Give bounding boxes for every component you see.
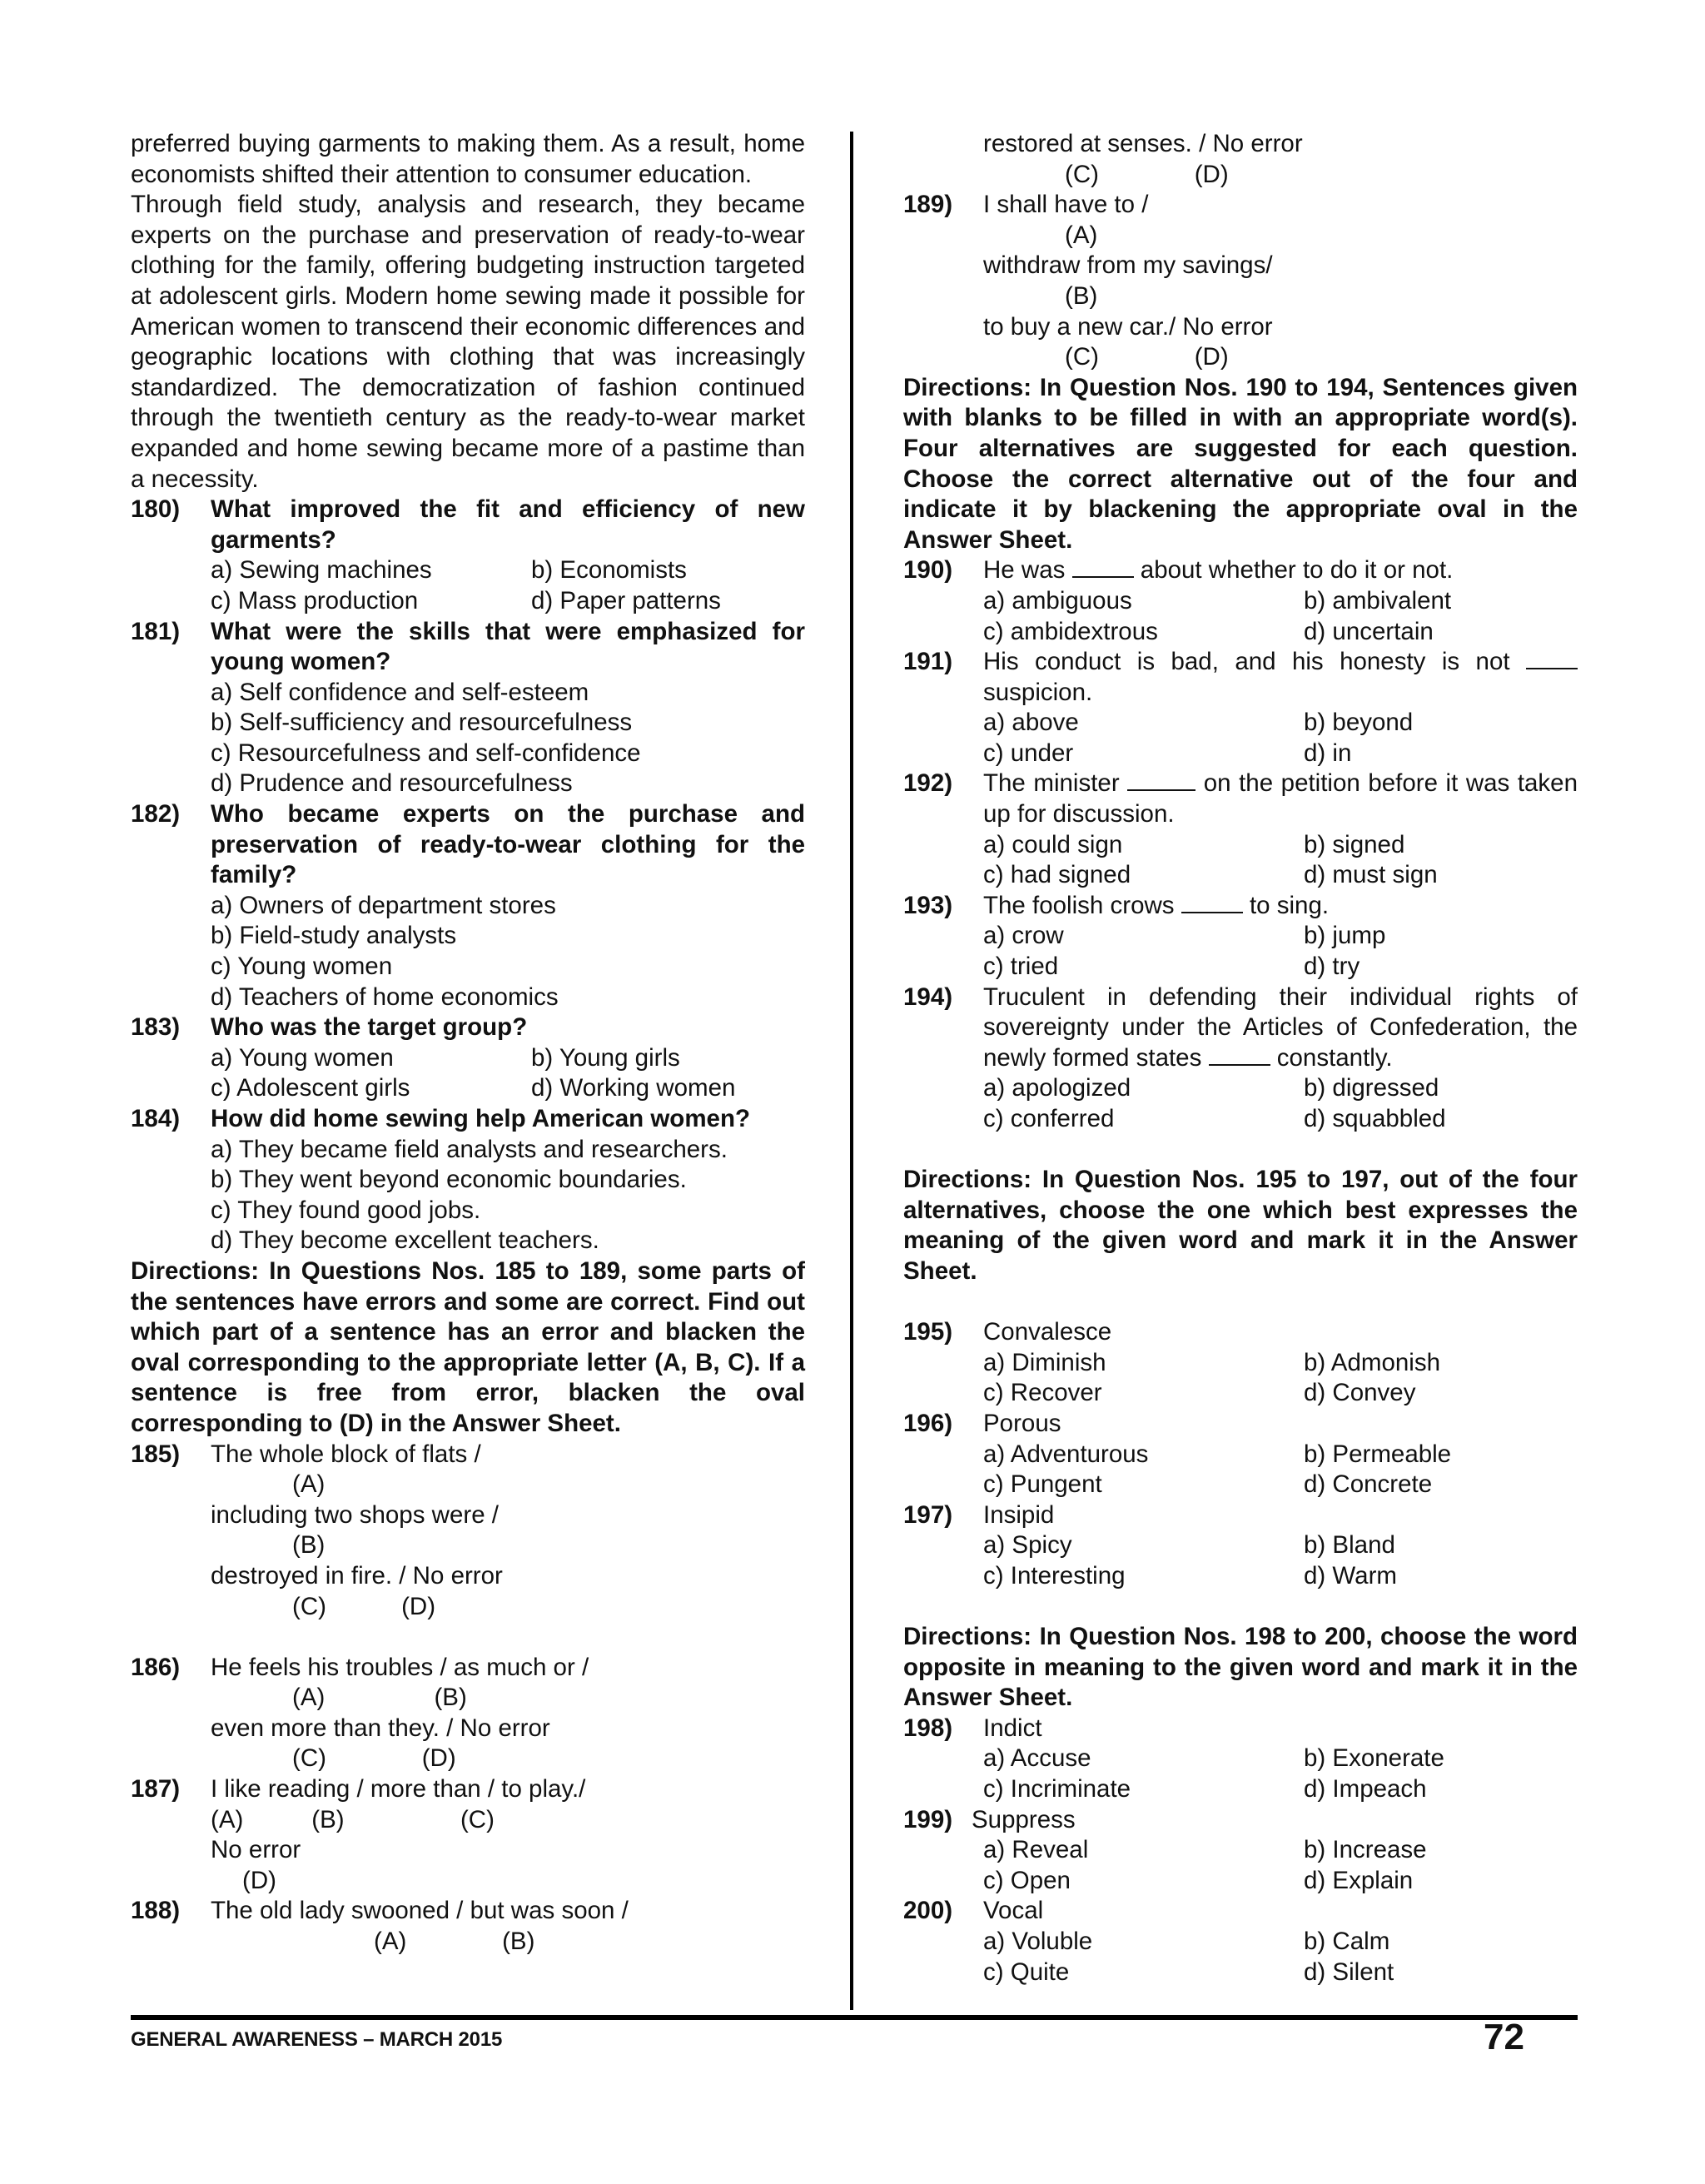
options: [983, 1927, 1578, 1987]
right-column: [903, 129, 1578, 1987]
question-text-post: constantly.: [1276, 1043, 1393, 1072]
option-a: a) Sewing machines: [211, 556, 432, 585]
option-d: d) squabbled: [1304, 1105, 1446, 1132]
option-c: c) conferred: [983, 1105, 1115, 1132]
option-a: a) They became field analysts and researchers.: [211, 1135, 728, 1163]
option-a: a) Young women: [211, 1043, 394, 1072]
answer-blank: [1526, 648, 1578, 669]
given-word: Convalesce: [983, 1318, 1112, 1346]
question-181: [131, 617, 805, 800]
passage-paragraph-1: preferred buying garments to making them. As a result, home economists shifted their attention to consumer education.: [131, 130, 805, 188]
option-c: c) Resourcefulness and self-confidence: [211, 739, 641, 767]
question-195: [903, 1317, 1578, 1409]
segment-letters: (A) (B): [292, 1684, 467, 1712]
option-d: d) Warm: [1304, 1561, 1397, 1589]
option-b: b) Admonish: [1304, 1348, 1440, 1376]
question-197: [903, 1500, 1578, 1592]
option-b: b) Self-sufficiency and resourcefulness: [211, 709, 633, 737]
segment-letter: (D): [242, 1866, 276, 1894]
options: [983, 1835, 1578, 1896]
segment-letters: (A) (B) (C): [211, 1805, 495, 1833]
left-column: [131, 129, 805, 1958]
question-number: 186): [131, 1653, 181, 1681]
option-b: b) Field-study analysts: [211, 922, 457, 950]
option-c: c) had signed: [983, 861, 1131, 889]
option-b: b) ambivalent: [1304, 586, 1452, 614]
spacer: [131, 1622, 805, 1653]
segment-d: No error: [211, 1836, 301, 1864]
answer-blank: [1127, 769, 1195, 791]
option-a: a) Adventurous: [983, 1440, 1149, 1468]
options: [983, 830, 1578, 891]
question-193: [903, 891, 1578, 983]
options: [983, 1440, 1578, 1500]
question-number: 199): [903, 1805, 953, 1833]
given-word: Insipid: [983, 1500, 1055, 1529]
question-number: 191): [903, 648, 953, 676]
question-184: [131, 1104, 805, 1256]
directions-195-197: Directions: In Question Nos. 195 to 197, out of the four alternatives, choose the one which best expresses the meaning of the given word and mark it in the Answer Sheet.: [903, 1166, 1578, 1285]
options: [211, 1043, 805, 1104]
question-180: [131, 495, 805, 616]
option-d: d) uncertain: [1304, 617, 1434, 645]
question-text-post: suspicion.: [983, 678, 1093, 706]
option-c: c) Adolescent girls: [211, 1074, 410, 1102]
question-text: What improved the fit and efficiency of new garments?: [211, 495, 805, 554]
segment-letters: (C) (D): [1065, 343, 1229, 371]
segment-letter: (B): [1065, 281, 1098, 310]
question-text: [983, 647, 1578, 708]
question-182: [131, 799, 805, 1012]
option-d: d) Impeach: [1304, 1775, 1427, 1803]
option-c: c) Open: [983, 1866, 1071, 1894]
question-text-post: on the petition before it was taken up for discussion.: [983, 769, 1578, 828]
question-number: 182): [131, 800, 181, 828]
spacer: [903, 1287, 1578, 1318]
answer-blank: [1072, 556, 1134, 578]
option-d: d) must sign: [1304, 861, 1438, 889]
segment-c: destroyed in fire. / No error: [211, 1561, 503, 1589]
question-text: Who became experts on the purchase and preservation of ready-to-wear clothing for the family?: [211, 800, 805, 889]
question-number: 190): [903, 556, 953, 585]
options: [983, 1073, 1578, 1134]
segment-letter: (B): [292, 1531, 326, 1560]
footer-rule: [131, 2015, 1578, 2020]
question-192: [903, 769, 1578, 890]
option-d: d) Explain: [1304, 1866, 1414, 1894]
question-number: 200): [903, 1897, 953, 1925]
option-b: b) Economists: [531, 556, 687, 585]
question-190: [903, 555, 1578, 647]
option-b: b) Calm: [1304, 1928, 1390, 1956]
segment-letters: (C) (D): [292, 1592, 436, 1620]
question-text: Who was the target group?: [211, 1013, 528, 1042]
option-c: c) ambidextrous: [983, 617, 1158, 645]
option-c: c) Young women: [211, 953, 393, 981]
segment-letters: (C) (D): [1065, 160, 1229, 188]
segment-ab: The old lady swooned / but was soon /: [211, 1897, 629, 1925]
option-a: a) Owners of department stores: [211, 891, 556, 919]
option-b: b) digressed: [1304, 1074, 1439, 1102]
question-number: 197): [903, 1500, 953, 1529]
option-a: a) ambiguous: [983, 586, 1132, 614]
option-c: c) Incriminate: [983, 1775, 1131, 1803]
given-word: Porous: [983, 1409, 1061, 1437]
option-b: b) They went beyond economic boundaries.: [211, 1166, 687, 1194]
options: [983, 921, 1578, 982]
option-a: a) Spicy: [983, 1531, 1072, 1560]
question-text: [983, 891, 1578, 922]
question-200: [903, 1896, 1578, 1987]
question-text: [983, 769, 1578, 829]
question-text: [983, 555, 1578, 586]
question-number: 184): [131, 1105, 181, 1132]
question-198: [903, 1714, 1578, 1805]
question-text-post: about whether to do it or not.: [1140, 556, 1454, 585]
option-d: d) Concrete: [1304, 1470, 1433, 1499]
question-188-continued: [903, 129, 1578, 190]
option-a: a) apologized: [983, 1074, 1131, 1102]
question-187: [131, 1774, 805, 1896]
question-191: [903, 647, 1578, 769]
option-a: a) Voluble: [983, 1928, 1093, 1956]
option-d: d) Working women: [531, 1074, 736, 1102]
spacer: [903, 1592, 1578, 1623]
segment-a: The whole block of flats /: [211, 1440, 481, 1468]
option-d: d) Prudence and resourcefulness: [211, 769, 573, 798]
option-b: b) Increase: [1304, 1836, 1427, 1864]
option-d: d) Convey: [1304, 1379, 1416, 1407]
question-number: 185): [131, 1440, 181, 1468]
question-185: [131, 1440, 805, 1623]
given-word: Indict: [983, 1714, 1042, 1742]
option-b: b) beyond: [1304, 709, 1414, 737]
option-c: c) Pungent: [983, 1470, 1102, 1499]
given-word: Suppress: [972, 1805, 1076, 1833]
question-number: 188): [131, 1897, 181, 1925]
question-number: 195): [903, 1318, 953, 1346]
segment-c: even more than they. / No error: [211, 1714, 550, 1742]
option-d: d) Silent: [1304, 1958, 1394, 1986]
option-d: d) in: [1304, 739, 1352, 767]
option-b: b) signed: [1304, 830, 1405, 858]
option-b: b) Exonerate: [1304, 1744, 1444, 1773]
option-d: d) Paper patterns: [531, 586, 721, 614]
segment-letters: (A) (B): [374, 1928, 535, 1956]
option-b: b) Bland: [1304, 1531, 1395, 1560]
question-number: 194): [903, 983, 953, 1011]
question-189: [903, 190, 1578, 373]
question-text-post: to sing.: [1249, 891, 1330, 919]
option-b: b) jump: [1304, 922, 1386, 950]
option-c: c) tried: [983, 953, 1059, 981]
question-text-pre: Truculent in defending their individual rights of sovereignty under the Articles of Confederation, the newly formed states: [983, 983, 1578, 1072]
question-183: [131, 1012, 805, 1104]
page-number: 72: [1484, 2017, 1524, 2057]
question-text: [983, 983, 1578, 1074]
option-a: a) Accuse: [983, 1744, 1091, 1773]
options: [983, 708, 1578, 769]
question-196: [903, 1409, 1578, 1500]
option-a: a) above: [983, 709, 1079, 737]
question-text: How did home sewing help American women?: [211, 1105, 750, 1132]
question-186: [131, 1653, 805, 1774]
segment-letter: (A): [1065, 221, 1098, 249]
question-number: 193): [903, 891, 953, 919]
segment-letter: (A): [292, 1470, 326, 1499]
option-a: a) Diminish: [983, 1348, 1106, 1376]
segment-b: withdraw from my savings/: [983, 251, 1273, 280]
option-c: c) Quite: [983, 1958, 1070, 1986]
answer-blank: [1209, 1044, 1270, 1066]
option-c: c) Interesting: [983, 1561, 1126, 1589]
segment-c: restored at senses. / No error: [983, 130, 1303, 157]
question-number: 183): [131, 1013, 181, 1042]
question-number: 198): [903, 1714, 953, 1742]
column-divider: [850, 132, 853, 2010]
question-text-pre: The foolish crows: [983, 891, 1175, 919]
option-a: a) Self confidence and self-esteem: [211, 678, 589, 706]
question-number: 192): [903, 769, 953, 798]
footer-title: GENERAL AWARENESS – MARCH 2015: [131, 2028, 503, 2051]
segment-letters: (C) (D): [292, 1744, 456, 1773]
segment-c: to buy a new car./ No error: [983, 312, 1273, 341]
question-number: 187): [131, 1775, 181, 1803]
question-number: 181): [131, 617, 181, 645]
directions-190-194: Directions: In Question Nos. 190 to 194, Sentences given with blanks to be filled in with an appropriate word(s). Four alternatives are suggested for each question. Choose the correct alternative out of the four and indicate it by blackening the appropriate oval in the Answer Sheet.: [903, 373, 1578, 554]
option-b: b) Young girls: [531, 1043, 680, 1072]
option-a: a) could sign: [983, 830, 1123, 858]
question-194: [903, 983, 1578, 1135]
segment-abc: I like reading / more than / to play./: [211, 1775, 586, 1803]
options: [983, 586, 1578, 647]
options: [211, 555, 805, 616]
option-c: c) Recover: [983, 1379, 1102, 1407]
option-d: d) They become excellent teachers.: [211, 1226, 599, 1255]
spacer: [903, 1135, 1578, 1166]
question-text-pre: The minister: [983, 769, 1120, 798]
question-text: What were the skills that were emphasized for young women?: [211, 617, 805, 676]
directions-185-189: Directions: In Questions Nos. 185 to 189, some parts of the sentences have errors and some are correct. Find out which part of a sentence has an error and blacken the oval corresponding to the appropriate letter (A, B, C). If a sentence is free from error, blacken the oval corresponding to (D) in the Answer Sheet.: [131, 1256, 805, 1437]
question-199: [903, 1805, 1578, 1897]
options: [983, 1744, 1578, 1804]
segment-b: including two shops were /: [211, 1500, 499, 1529]
option-d: d) try: [1304, 953, 1360, 981]
option-a: a) Reveal: [983, 1836, 1089, 1864]
question-text-pre: His conduct is bad, and his honesty is not: [983, 648, 1510, 676]
option-c: c) Mass production: [211, 586, 419, 614]
passage-paragraph-2: Through field study, analysis and research, they became experts on the purchase and preservation of ready-to-wear clothing for the family, offering budgeting instruction targeted at adolescent girls. Modern home sewing made it possible for American women to transcend their economic differences and geographic locations with clothing that was increasingly standardized. The democratization of fashion continued through the twentieth century as the ready-to-wear market expanded and home sewing became more of a pastime than a necessity.: [131, 191, 805, 493]
option-d: d) Teachers of home economics: [211, 983, 559, 1011]
answer-blank: [1181, 892, 1243, 913]
options: [983, 1530, 1578, 1591]
question-text-pre: He was: [983, 556, 1066, 585]
options: [983, 1348, 1578, 1409]
question-number: 180): [131, 495, 181, 524]
question-188: [131, 1896, 805, 1957]
option-a: a) crow: [983, 922, 1064, 950]
question-number: 189): [903, 191, 953, 219]
given-word: Vocal: [983, 1897, 1044, 1925]
option-c: c) They found good jobs.: [211, 1196, 481, 1224]
option-c: c) under: [983, 739, 1074, 767]
segment-ab: He feels his troubles / as much or /: [211, 1653, 589, 1681]
directions-198-200: Directions: In Question Nos. 198 to 200, choose the word opposite in meaning to the given word and mark it in the Answer Sheet.: [903, 1623, 1578, 1712]
segment-a: I shall have to /: [983, 191, 1149, 219]
question-number: 196): [903, 1409, 953, 1437]
option-b: b) Permeable: [1304, 1440, 1452, 1468]
